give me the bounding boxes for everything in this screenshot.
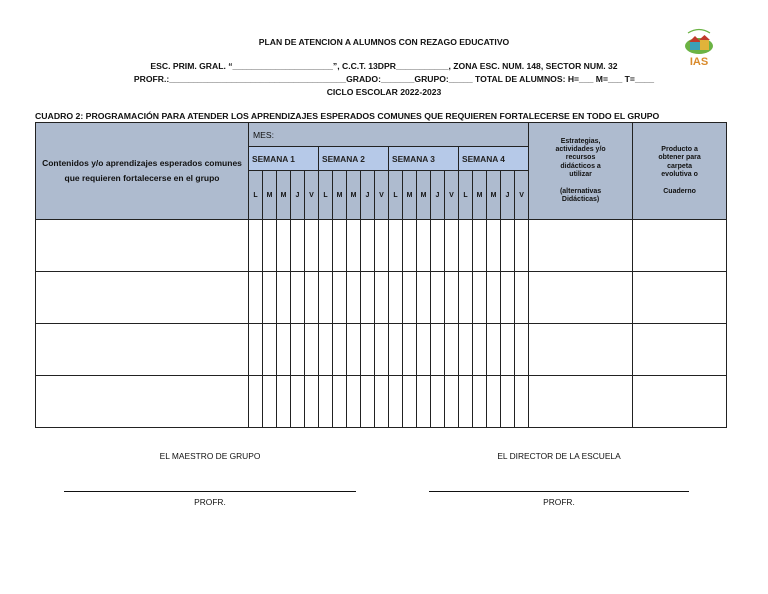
day-header: M	[403, 171, 417, 220]
table-title: CUADRO 2: PROGRAMACIÓN PARA ATENDER LOS APRENDIZAJES ESPERADOS COMUNES QUE REQUIEREN FORTALECERSE EN TODO EL GRUPO	[35, 111, 660, 121]
product-header-line: carpeta	[667, 162, 693, 170]
strategies-header-line: didácticos a	[560, 162, 601, 170]
table-cell[interactable]	[501, 376, 515, 428]
month-cell: MES:	[249, 123, 529, 147]
table-row	[36, 272, 727, 324]
table-cell[interactable]	[249, 220, 263, 272]
week-header: SEMANA 1	[249, 147, 319, 171]
table-cell[interactable]	[319, 220, 333, 272]
day-header: M	[347, 171, 361, 220]
strategies-header-line	[529, 180, 632, 188]
teacher-signature-line	[64, 491, 356, 492]
director-signature-caption: PROFR.	[543, 497, 575, 507]
day-header: V	[515, 171, 529, 220]
table-cell[interactable]	[633, 376, 727, 428]
table-cell[interactable]	[375, 324, 389, 376]
table-cell[interactable]	[319, 376, 333, 428]
table-row	[36, 220, 727, 272]
table-cell[interactable]	[277, 376, 291, 428]
table-cell[interactable]	[347, 376, 361, 428]
table-cell[interactable]	[333, 220, 347, 272]
table-cell[interactable]	[375, 376, 389, 428]
table-cell[interactable]	[633, 220, 727, 272]
table-cell[interactable]	[333, 376, 347, 428]
table-cell[interactable]	[305, 272, 319, 324]
table-cell[interactable]	[277, 272, 291, 324]
table-cell[interactable]	[487, 324, 501, 376]
table-cell[interactable]	[459, 324, 473, 376]
day-header: J	[361, 171, 375, 220]
logo-text: IAS	[689, 56, 709, 68]
table-cell[interactable]	[361, 220, 375, 272]
table-cell[interactable]	[529, 376, 633, 428]
table-cell[interactable]	[501, 220, 515, 272]
table-cell[interactable]	[403, 376, 417, 428]
table-cell[interactable]	[445, 376, 459, 428]
week-header: SEMANA 4	[459, 147, 529, 171]
table-cell[interactable]	[375, 272, 389, 324]
day-header: M	[473, 171, 487, 220]
table-cell[interactable]	[445, 220, 459, 272]
table-cell[interactable]	[347, 272, 361, 324]
day-header: J	[431, 171, 445, 220]
table-cell[interactable]	[473, 220, 487, 272]
school-line: ESC. PRIM. GRAL. “_____________________”, C.C.T. 13DPR___________, ZONA ESC. NUM. 148, SECTOR NUM. 32	[150, 61, 618, 71]
product-header-line: Cuaderno	[663, 187, 696, 195]
table-cell[interactable]	[403, 220, 417, 272]
table-cell[interactable]	[417, 324, 431, 376]
table-cell[interactable]	[263, 272, 277, 324]
table-cell[interactable]	[529, 324, 633, 376]
table-cell[interactable]	[249, 376, 263, 428]
table-cell[interactable]	[515, 272, 529, 324]
day-header: V	[375, 171, 389, 220]
table-cell[interactable]	[36, 220, 249, 272]
table-cell[interactable]	[431, 376, 445, 428]
table-cell[interactable]	[249, 272, 263, 324]
planning-table	[35, 122, 727, 428]
table-cell[interactable]	[291, 376, 305, 428]
table-cell[interactable]	[487, 272, 501, 324]
day-header: J	[291, 171, 305, 220]
table-cell[interactable]	[361, 272, 375, 324]
table-cell[interactable]	[291, 272, 305, 324]
table-cell[interactable]	[263, 220, 277, 272]
table-cell[interactable]	[36, 272, 249, 324]
table-cell[interactable]	[389, 376, 403, 428]
day-header: J	[501, 171, 515, 220]
table-cell[interactable]	[459, 376, 473, 428]
table-cell[interactable]	[277, 324, 291, 376]
product-header-line: obtener para	[658, 154, 701, 162]
day-header: M	[277, 171, 291, 220]
table-cell[interactable]	[361, 324, 375, 376]
day-header: M	[487, 171, 501, 220]
day-header: V	[445, 171, 459, 220]
day-header: L	[319, 171, 333, 220]
day-header: L	[389, 171, 403, 220]
table-cell[interactable]	[291, 324, 305, 376]
table-row	[36, 324, 727, 376]
table-cell[interactable]	[515, 376, 529, 428]
table-cell[interactable]	[473, 272, 487, 324]
table-cell[interactable]	[249, 324, 263, 376]
director-signature-line	[429, 491, 689, 492]
table-cell[interactable]	[487, 376, 501, 428]
table-cell[interactable]	[263, 376, 277, 428]
table-cell[interactable]	[445, 272, 459, 324]
table-cell[interactable]	[417, 220, 431, 272]
table-cell[interactable]	[431, 220, 445, 272]
content-header: Contenidos y/o aprendizajes esperados comunes que requieren fortalecerse en el grupo	[36, 123, 249, 220]
day-header: L	[459, 171, 473, 220]
day-header: M	[333, 171, 347, 220]
table-cell[interactable]	[361, 376, 375, 428]
table-cell[interactable]	[473, 324, 487, 376]
teacher-signature-caption: PROFR.	[194, 497, 226, 507]
table-cell[interactable]	[633, 324, 727, 376]
teacher-line: PROFR.:_____________________________________GRADO:_______GRUPO:_____ TOTAL DE ALUMNOS: H=___ M=___ T=____	[133, 74, 655, 84]
product-header-line: evolutiva o	[661, 171, 698, 179]
table-cell[interactable]	[431, 324, 445, 376]
director-signature-title: EL DIRECTOR DE LA ESCUELA	[497, 451, 621, 461]
table-cell[interactable]	[515, 220, 529, 272]
table-cell[interactable]	[263, 324, 277, 376]
table-cell[interactable]	[417, 272, 431, 324]
table-cell[interactable]	[305, 376, 319, 428]
table-cell[interactable]	[389, 324, 403, 376]
table-cell[interactable]	[459, 220, 473, 272]
table-cell[interactable]	[277, 220, 291, 272]
table-cell[interactable]	[36, 324, 249, 376]
table-cell[interactable]	[319, 324, 333, 376]
table-cell[interactable]	[445, 324, 459, 376]
product-header-line: Producto a	[661, 145, 698, 153]
table-cell[interactable]	[347, 324, 361, 376]
week-header: SEMANA 2	[319, 147, 389, 171]
table-cell[interactable]	[431, 272, 445, 324]
table-cell[interactable]	[417, 376, 431, 428]
table-cell[interactable]	[459, 272, 473, 324]
table-cell[interactable]	[403, 272, 417, 324]
table-cell[interactable]	[501, 324, 515, 376]
table-cell[interactable]	[403, 324, 417, 376]
table-cell[interactable]	[487, 220, 501, 272]
table-cell[interactable]	[473, 376, 487, 428]
table-cell[interactable]	[333, 324, 347, 376]
table-cell[interactable]	[529, 272, 633, 324]
strategies-header-line: Didácticas)	[561, 196, 600, 204]
table-cell[interactable]	[333, 272, 347, 324]
strategies-header-line: recursos	[565, 154, 596, 162]
document-title: PLAN DE ATENCION A ALUMNOS CON REZAGO EDUCATIVO	[258, 37, 510, 47]
table-cell[interactable]	[291, 220, 305, 272]
strategies-header-line: (alternativas	[559, 187, 602, 195]
strategies-header-line: Estrategias,	[560, 137, 601, 145]
day-header: M	[263, 171, 277, 220]
product-header	[633, 123, 727, 220]
strategies-header	[529, 123, 633, 220]
school-cycle: CICLO ESCOLAR 2022-2023	[326, 87, 442, 97]
table-cell[interactable]	[529, 220, 633, 272]
table-cell[interactable]	[389, 272, 403, 324]
table-cell[interactable]	[305, 324, 319, 376]
day-header: M	[417, 171, 431, 220]
table-cell[interactable]	[633, 272, 727, 324]
strategies-header-line: actividades y/o	[555, 145, 606, 153]
table-cell[interactable]	[389, 220, 403, 272]
strategies-header-line: utilizar	[569, 171, 592, 179]
week-header: SEMANA 3	[389, 147, 459, 171]
day-header: L	[249, 171, 263, 220]
table-cell[interactable]	[319, 272, 333, 324]
table-cell[interactable]	[375, 220, 389, 272]
table-cell[interactable]	[347, 220, 361, 272]
table-cell[interactable]	[36, 376, 249, 428]
table-row	[36, 376, 727, 428]
day-header: V	[305, 171, 319, 220]
product-header-line	[633, 180, 726, 188]
teacher-signature-title: EL MAESTRO DE GRUPO	[159, 451, 261, 461]
table-cell[interactable]	[515, 324, 529, 376]
table-cell[interactable]	[501, 272, 515, 324]
table-cell[interactable]	[305, 220, 319, 272]
